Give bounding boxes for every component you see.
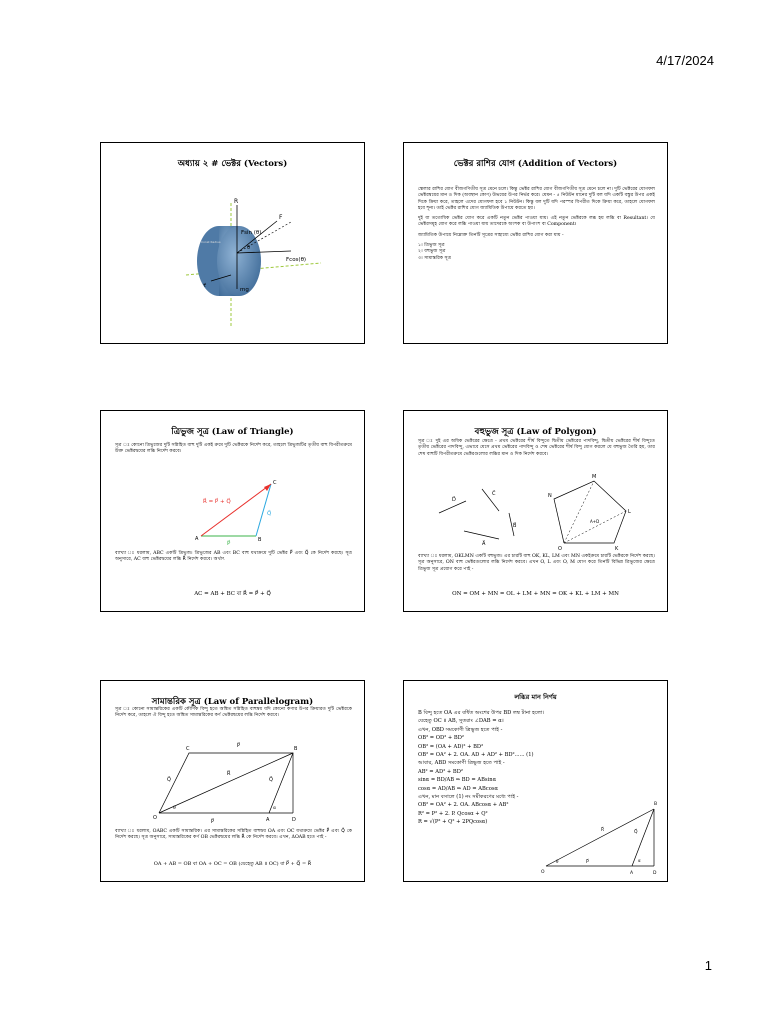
derivation-line: B বিন্দু হতে OA এর বর্ধিত অংশের উপর BD লম্ব টানা হলো। xyxy=(418,710,545,716)
label-p-top: P⃗ xyxy=(237,743,241,749)
rotating-cylinder-diagram xyxy=(101,143,365,344)
label-cyl: Const Radius xyxy=(201,240,221,244)
derivation-line: এখন, OBD সমকোণী ত্রিভুজ হতে পাই - xyxy=(418,726,503,733)
label-theta: θ xyxy=(247,245,251,251)
slide-title: বহুভুজ সূত্র (Law of Polygon) xyxy=(474,427,597,437)
paragraph: দুই বা ততোধিক ভেক্টর যোগ করে একটি নতুন ভেক্টর পাওয়া যায়। এই নতুন ভেক্টরকে লব্ধ হয় লব্ধি বা Resultant। যে ভেক্টরসমূহ যোগ করে লব্ধি পাওয়া যায় তাদেরকে অংশক বা উপাংশ বা Component। xyxy=(418,216,655,228)
derivation-line: R = √(P² + Q² + 2PQcosα) xyxy=(418,819,488,826)
label-b: B xyxy=(258,537,262,543)
label-p-bottom: P⃗ xyxy=(211,819,215,825)
label-tau: τ⃗ xyxy=(203,283,207,289)
derivation-line: AB² = AD² + BD² xyxy=(418,768,463,775)
derivation-line: OB² = OA² + 2. OA. ABcosα + AB² xyxy=(418,802,509,809)
equation: OA + AB = OB বা OA + OC = OB (যেহেতু AB ॥ OC) বা P⃗ + Q⃗ = R⃗ xyxy=(153,861,312,867)
derivation-line: cosα = AD/AB ⇒ AD = ABcosα xyxy=(418,785,498,792)
slide-title: সামান্তরিক সূত্র (Law of Parallelogram) xyxy=(151,697,314,707)
label-alpha: α xyxy=(273,806,276,811)
explanation: ব্যাখ্যা ঃ ধরলাম, OABC একটি সামান্তরিক। এর সামান্তরিকের সন্নিহিত বাহুদ্বয় OA এবং OC যথাক্রমে ভেক্টর P⃗ এবং Q⃗ কে নির্দেশ করছে। সূত্র অনুসারে, সামান্তরিকের কর্ণ OB ভেক্টরদ্বয়ের লব্ধি R⃗ কে নির্দেশ করবে। এখন, ΔOAB হতে পাই - xyxy=(115,829,352,841)
derivation-line: OB² = OD² + BD² xyxy=(418,735,464,742)
label-f: F xyxy=(279,214,283,221)
explanation: ব্যাখ্যা ঃ ধরলাম, ABC একটি ত্রিভুজ। ত্রিভুজের AB এবং BC বাহু যথাক্রমে দুটি ভেক্টর P⃗ এবং Q⃗ কে নির্দেশ করছে। সূত্র অনুসারে, AC বাহু ভেক্টরদ্বয়ের লব্ধি R⃗ নির্দেশ করবে। অর্থাৎ xyxy=(115,551,352,563)
label-r: R⃗ xyxy=(227,771,231,777)
label-q: Q⃗ xyxy=(267,511,272,517)
label-c-free: C⃗ xyxy=(492,491,496,497)
paragraph: জ্যামিতিক উপায়ে নিম্নোক্ত তিনটি সূত্রের সাহায্যে ভেক্টর রাশির যোগ করা যায় - xyxy=(418,232,564,238)
equation: ON = OM + MN = OL + LM + MN = OK + KL + LM + MN xyxy=(452,591,619,597)
label-c: C xyxy=(273,480,277,486)
label-m: M xyxy=(592,474,597,480)
triangle-diagram xyxy=(101,411,365,612)
label-a-free: A⃗ xyxy=(482,541,486,547)
slide-title: ত্রিভুজ সূত্র (Law of Triangle) xyxy=(171,427,294,437)
resultant-triangle-diagram xyxy=(404,681,668,882)
label-n: N xyxy=(548,493,552,499)
slide-law-of-parallelogram xyxy=(100,680,365,882)
label-fcos: Fcos(θ) xyxy=(286,257,307,263)
label-r: R⃗ = P⃗ + Q⃗ xyxy=(203,499,231,505)
derivation-line: আবার, ABD সমকোণী ত্রিভুজ হতে পাই - xyxy=(418,760,505,767)
derivation-line: R² = P² + 2. P. Qcosα + Q² xyxy=(418,810,488,817)
label-r: R xyxy=(234,198,239,205)
derivation-line: sinα = BD/AB ⇒ BD = ABsinα xyxy=(418,777,497,784)
slide-vectors xyxy=(100,142,365,344)
label-d: D xyxy=(292,817,296,823)
slide-title: অধ্যায় ২ # ভেক্টর (Vectors) xyxy=(177,159,288,169)
label-ad: A+D xyxy=(590,519,600,524)
label-o: O xyxy=(558,546,562,552)
label-fsin: Fsin (θ) xyxy=(241,230,262,236)
list-item: ১। ত্রিভুজ সূত্র xyxy=(418,243,445,249)
label-o: O xyxy=(153,815,157,821)
list-item: ২। বহুভুজ সূত্র xyxy=(418,249,446,255)
derivation-line: এখন, মান বসালে (1) নং সমীকরণের মধ্যে পাই - xyxy=(418,794,519,801)
label-c: C xyxy=(186,746,190,752)
label-q: Q⃗ xyxy=(634,830,638,835)
label-theta: θ xyxy=(556,859,559,864)
label-a: A xyxy=(630,871,634,876)
label-a: A xyxy=(195,536,199,542)
explanation: ব্যাখ্যা ঃ ধরলাম, OKLMN একটি বহুভুজ। এর চারটি বাহু OK, KL, LM এবং MN একইক্রমে চারটি ভেক্টরকে নির্দেশ করছে। সূত্র অনুসারে, ON বাহু ভেক্টরগুলোর লব্ধি নির্দেশ করবে। এখন O, L এবং O, M যোগ করে তিনটি বিভিন্ন ত্রিভুজের ক্ষেত্রে ত্রিভুজ সূত্র প্রয়োগ করে পাই - xyxy=(418,554,655,572)
parallelogram-diagram xyxy=(101,681,365,882)
law-statement: সূত্র ঃ কোনো ত্রিভুজের দুটি সন্নিহিত বাহু দুটি একই ক্রমে দুটি ভেক্টরকে নির্দেশ করে, তাহলে ত্রিভুজটির তৃতীয় বাহু বিপরীতক্রমে উক্ত ভেক্টরদ্বয়ের লব্ধি নির্দেশ করবে। xyxy=(115,443,352,455)
label-alpha: α xyxy=(638,858,641,863)
paragraph: স্কেলার রাশির যোগ বীজগণিতীয় সূত্র মেনে চলে। কিন্তু ভেক্টর রাশির যোগ বীজগণিতীয় সূত্র মেনে চলে না। দুটি ভেক্টরের যোগফল ভেক্টরদ্বয়ের মান ও দিক (অবস্থান কোণ) উভয়ের উপর নির্ভর করে। যেমন - ৫ নিউটন মানের দুটি বল যদি একটি বস্তুর উপর একই দিকে ক্রিয়া করে, তাহলে এদের যোগফল হবে ১ নিউটন। কিন্তু বল দুটি যদি পরস্পর বিপরীত দিকে ক্রিয়া করে, তাহলে যোগফল হবে শূন্য। তাই ভেক্টর রাশির যোগ জ্যামিতিক উপায়ে করতে হয়। xyxy=(418,187,655,211)
label-q-left: Q⃗ xyxy=(167,777,171,783)
label-a: A xyxy=(266,817,270,823)
label-p: P⃗ xyxy=(586,860,589,865)
equation: AC = AB + BC বা R⃗ = P⃗ + Q⃗ xyxy=(194,591,271,597)
label-k: K xyxy=(615,546,619,552)
law-statement: সূত্র ঃ দুই এর অধিক ভেক্টরের ক্ষেত্রে - প্রথম ভেক্টরের শীর্ষ বিন্দুতে দ্বিতীয় ভেক্টরের পাদবিন্দু, দ্বিতীয় ভেক্টরের শীর্ষ বিন্দুতে তৃতীয় ভেক্টরের পাদবিন্দু, এভাবে যেসে প্রথম ভেক্টরের পাদবিন্দু ও শেষ ভেক্টরের শীর্ষ বিন্দু যোগ করলে যে বহুভুজ তৈরি হয়, তার শেষ বাহুটি বিপরীতক্রমে ভেক্টরগুলোর লব্ধির মান ও দিক নির্দেশ করবে। xyxy=(418,439,655,457)
slide-law-of-polygon xyxy=(403,410,668,612)
label-b: B xyxy=(294,746,298,752)
slide-addition-of-vectors xyxy=(403,142,668,344)
label-p: P⃗ xyxy=(227,541,231,547)
slide-title: লব্ধির মান নির্ণয় xyxy=(514,693,557,701)
print-date: 4/17/2024 xyxy=(656,53,714,68)
label-d-free: D⃗ xyxy=(452,497,456,503)
label-r: R⃗ xyxy=(601,828,605,833)
label-d: D xyxy=(653,871,657,876)
derivation-line: যেহেতু OC ॥ AB, সুতরাং ∠DAB = α। xyxy=(418,718,504,725)
label-o: O xyxy=(541,870,545,875)
label-b-free: B⃗ xyxy=(513,523,517,529)
polygon-diagram xyxy=(404,411,668,612)
label-q-right: Q⃗ xyxy=(269,777,273,783)
slide-law-of-triangle xyxy=(100,410,365,612)
law-statement: সূত্র ঃ কোনো সামান্তরিকের একটি কৌণিক বিন্দু হতে অঙ্কিত সন্নিহিত বাহুদ্বয় যদি কোনো কণার উপর ক্রিয়ারত দুটি ভেক্টরকে নির্দেশ করে, তাহলে ঐ বিন্দু হতে অঙ্কিত সামান্তরিকের কর্ণ ভেক্টরদ্বয়ের লব্ধি নির্দেশ করবে। xyxy=(115,707,352,719)
label-mg: mg xyxy=(240,287,249,293)
page-number: 1 xyxy=(704,958,712,973)
label-b: B xyxy=(654,802,658,807)
derivation-line: OB² = OA² + 2. OA. AD + AD² + BD²...... (1) xyxy=(418,752,534,759)
slide-title: ভেক্টর রাশির যোগ (Addition of Vectors) xyxy=(453,159,618,169)
label-l: L xyxy=(628,509,631,515)
label-theta: θ xyxy=(173,806,176,811)
derivation-line: OB² = (OA + AD)² + BD² xyxy=(418,743,484,750)
list-item: ৩। সামান্তরিক সূত্র xyxy=(418,255,452,261)
slide-resultant-magnitude xyxy=(403,680,668,882)
